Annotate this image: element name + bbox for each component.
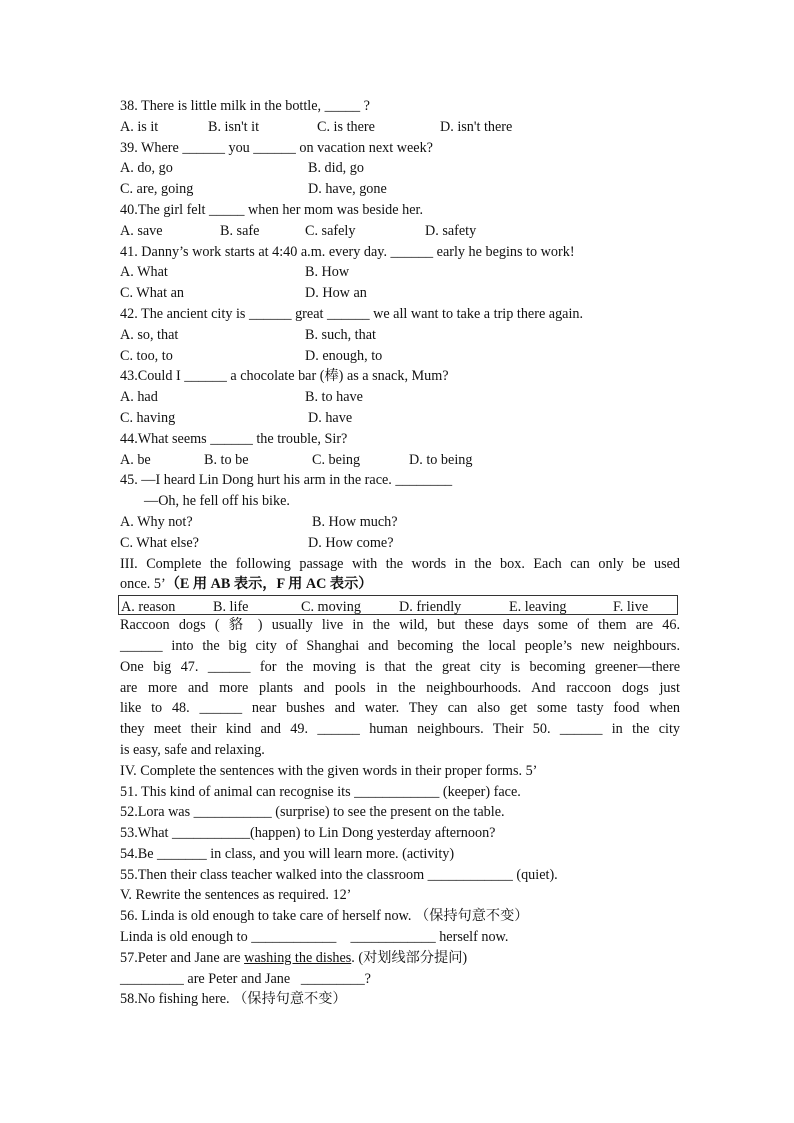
question-38-stem: 38. There is little milk in the bottle, _____ ? bbox=[120, 98, 370, 114]
option-c: C. What else? bbox=[120, 534, 199, 551]
passage-line: One big 47. ______ for the moving is that the great city is becoming greener—there bbox=[120, 658, 680, 675]
option-d: D. How an bbox=[305, 285, 367, 302]
question-44-options bbox=[120, 450, 680, 471]
section-3-score: once. 5’ bbox=[120, 576, 166, 593]
option-b: B. isn't it bbox=[208, 118, 260, 135]
question-51: 51. This kind of animal can recognise its ____________ (keeper) face. bbox=[120, 783, 521, 800]
question-45-stem: 45. —I heard Lin Dong hurt his arm in the race. ________ bbox=[120, 472, 453, 489]
option-a: A. Why not? bbox=[120, 513, 193, 530]
question-39-options-ab bbox=[120, 158, 680, 179]
question-56: 56. Linda is old enough to take care of herself now. （保持句意不变） bbox=[120, 908, 529, 925]
question-43-options-ab bbox=[120, 387, 680, 408]
question-45-options-ab bbox=[120, 512, 680, 533]
word-moving: C. moving bbox=[301, 599, 361, 616]
option-b: B. How much? bbox=[312, 513, 398, 530]
option-c: C. safely bbox=[305, 222, 356, 239]
option-a: A. is it bbox=[120, 118, 159, 135]
worksheet-page bbox=[120, 96, 680, 1010]
option-c: C. What an bbox=[120, 285, 184, 302]
question-45-options-cd bbox=[120, 533, 680, 554]
section-3-heading-line2 bbox=[120, 574, 680, 595]
passage-line: are more and more plants and pools in the neighbourhoods. And raccoon dogs just bbox=[120, 679, 680, 696]
section-3-heading: III. Complete the following passage with the words in the box. Each can only be used bbox=[120, 555, 680, 572]
option-a: A. save bbox=[120, 222, 163, 239]
option-a: A. be bbox=[120, 451, 151, 468]
question-39-stem: 39. Where ______ you ______ on vacation next week? bbox=[120, 139, 433, 156]
question-38-options bbox=[120, 117, 680, 138]
passage-line: like to 48. ______ near bushes and water. They can also get some tasty food when bbox=[120, 700, 680, 717]
option-a: A. do, go bbox=[120, 160, 173, 177]
option-c: C. too, to bbox=[120, 347, 173, 364]
passage-line: is easy, safe and relaxing. bbox=[120, 741, 265, 758]
option-c: C. are, going bbox=[120, 181, 194, 198]
question-41-options-ab bbox=[120, 262, 680, 283]
passage-line: they meet their kind and 49. ______ human neighbours. Their 50. ______ in the city bbox=[120, 721, 680, 738]
question-57-answer: _________ are Peter and Jane _________? bbox=[120, 970, 371, 987]
question-43-stem: 43.Could I ______ a chocolate bar (棒) as a snack, Mum? bbox=[120, 368, 449, 385]
question-56-answer: Linda is old enough to ____________ ____________ herself now. bbox=[120, 929, 509, 946]
question-45-response: —Oh, he fell off his bike. bbox=[144, 493, 290, 510]
question-57-underlined: washing the dishes bbox=[244, 949, 352, 966]
question-57 bbox=[120, 948, 680, 969]
question-41-stem: 41. Danny’s work starts at 4:40 a.m. every day. ______ early he begins to work! bbox=[120, 243, 575, 260]
question-42-options-ab bbox=[120, 325, 680, 346]
question-57-pre: 57.Peter and Jane are bbox=[120, 949, 245, 966]
option-d: D. safety bbox=[425, 222, 477, 239]
question-40-stem: 40.The girl felt _____ when her mom was beside her. bbox=[120, 201, 423, 218]
option-b: B. How bbox=[305, 264, 350, 281]
option-b: B. such, that bbox=[305, 326, 376, 343]
word-leaving: E. leaving bbox=[509, 599, 567, 616]
question-52: 52.Lora was ___________ (surprise) to see the present on the table. bbox=[120, 804, 505, 821]
question-44-stem: 44.What seems ______ the trouble, Sir? bbox=[120, 430, 348, 447]
option-b: B. did, go bbox=[308, 160, 364, 177]
section-5-heading: V. Rewrite the sentences as required. 12’ bbox=[120, 887, 352, 904]
question-55: 55.Then their class teacher walked into the classroom ____________ (quiet). bbox=[120, 866, 558, 883]
option-c: C. having bbox=[120, 409, 176, 426]
question-40-options bbox=[120, 221, 680, 242]
option-d: D. enough, to bbox=[305, 347, 383, 364]
word-reason: A. reason bbox=[121, 599, 176, 616]
section-3-note: （E 用 AB 表示，F 用 AC 表示） bbox=[165, 576, 373, 593]
question-43-options-cd bbox=[120, 408, 680, 429]
word-box bbox=[118, 595, 678, 615]
option-d: D. isn't there bbox=[440, 118, 513, 135]
question-42-options-cd bbox=[120, 346, 680, 367]
option-d: D. have, gone bbox=[308, 181, 387, 198]
question-57-post: . (对划线部分提问) bbox=[351, 949, 468, 966]
option-d: D. How come? bbox=[308, 534, 394, 551]
question-53: 53.What ___________(happen) to Lin Dong yesterday afternoon? bbox=[120, 825, 496, 842]
word-friendly: D. friendly bbox=[399, 599, 462, 616]
option-b: B. safe bbox=[220, 222, 260, 239]
option-b: B. to have bbox=[305, 389, 363, 406]
section-4-heading: IV. Complete the sentences with the given words in their proper forms. 5’ bbox=[120, 762, 538, 779]
option-a: A. so, that bbox=[120, 326, 179, 343]
passage-line: ______ into the big city of Shanghai and becoming the local people’s new neighbours. bbox=[120, 637, 680, 654]
option-b: B. to be bbox=[204, 451, 249, 468]
question-54: 54.Be _______ in class, and you will learn more. (activity) bbox=[120, 845, 455, 862]
option-d: D. to being bbox=[409, 451, 473, 468]
word-life: B. life bbox=[213, 599, 249, 616]
option-c: C. being bbox=[312, 451, 361, 468]
option-a: A. What bbox=[120, 264, 168, 281]
word-live: F. live bbox=[613, 599, 649, 616]
option-d: D. have bbox=[308, 409, 353, 426]
question-58: 58.No fishing here. （保持句意不变） bbox=[120, 991, 347, 1008]
option-a: A. had bbox=[120, 389, 158, 406]
passage-line: Raccoon dogs ( 貉 ) usually live in the wild, but these days some of them are 46. bbox=[120, 617, 680, 634]
question-41-options-cd bbox=[120, 283, 680, 304]
question-39-options-cd bbox=[120, 179, 680, 200]
question-42-stem: 42. The ancient city is ______ great ______ we all want to take a trip there again. bbox=[120, 305, 584, 322]
option-c: C. is there bbox=[317, 118, 375, 135]
